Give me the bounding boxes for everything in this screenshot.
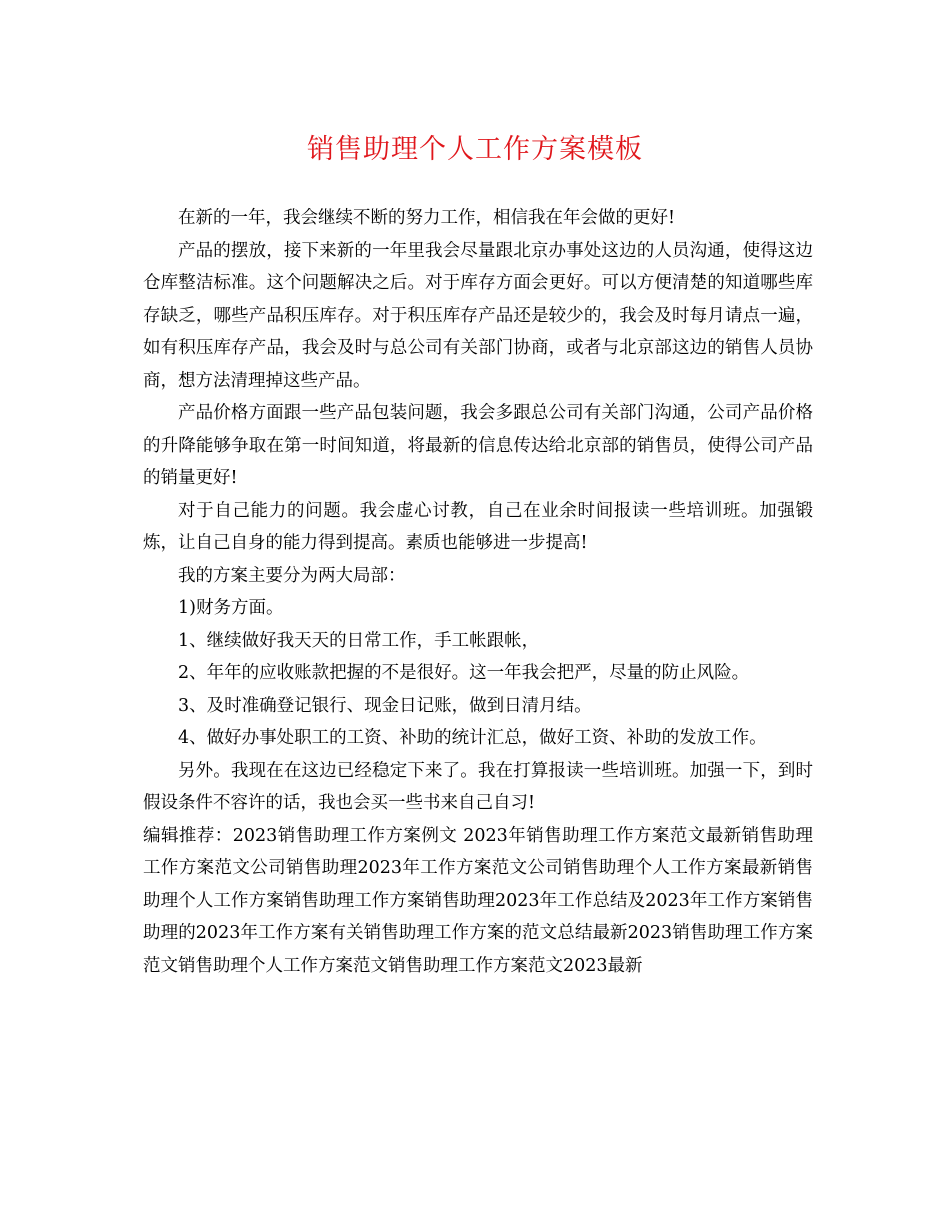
list-item: 3、及时准确登记银行、现金日记账，做到日清月结。 — [178, 695, 592, 716]
list-item: 2、年年的应收账款把握的不是很好。这一年我会把严，尽量的防止风险。 — [178, 663, 750, 683]
paragraph: 产品的摆放，接下来新的一年里我会尽量跟北京办事处这边的人员沟通，使得这边仓库整洁标准。这个问题解决之后。对于库存方面会更好。可以方便清楚的知道哪些库存缺乏，哪些产品积压库存。对于积压库存产品还是较少的，我会及时每月请点一遍，如有积压库存产品，我会及时与总公司有关部门协商，或者与北京部这边的销售人员协商，想方法清理掉这些产品。 — [143, 240, 813, 391]
list-item: 1、继续做好我天天的日常工作，手工帐跟帐， — [178, 630, 540, 651]
document-title: 销售助理个人工作方案模板 — [307, 134, 643, 165]
list-item: 4、做好办事处职工的工资、补助的统计汇总，做好工资、补助的发放工作。 — [178, 728, 767, 748]
paragraph: 对于自己能力的问题。我会虚心讨教，自己在业余时间报读一些培训班。加强锻炼，让自己自身的能力得到提高。素质也能够进一步提高! — [143, 500, 813, 553]
paragraph: 我的方案主要分为两大局部： — [178, 565, 406, 586]
list-heading: 1)财务方面。 — [178, 598, 284, 618]
paragraph: 产品价格方面跟一些产品包装问题，我会多跟总公司有关部门沟通，公司产品价格的升降能够争取在第一时间知道，将最新的信息传达给北京部的销售员，使得公司产品的销量更好! — [143, 403, 813, 488]
editor-recommendation: 编辑推荐：2023销售助理工作方案例文 2023年销售助理工作方案范文最新销售助理工作方案范文公司销售助理2023年工作方案范文公司销售助理个人工作方案最新销售助理个人工作方案销售助理工作方案销售助理2023年工作总结及2023年工作方案销售助理的2023年工作方案有关销售助理工作方案的范文总结最新2023销售助理工作方案范文销售助理个人工作方案范文销售助理工作方案范文2023最新 — [143, 825, 813, 976]
paragraph: 在新的一年，我会继续不断的努力工作，相信我在年会做的更好! — [178, 208, 676, 228]
paragraph: 另外。我现在在这边已经稳定下来了。我在打算报读一些培训班。加强一下，到时假设条件不容许的话，我也会买一些书来自己自习! — [143, 760, 813, 813]
document-body — [143, 202, 813, 982]
